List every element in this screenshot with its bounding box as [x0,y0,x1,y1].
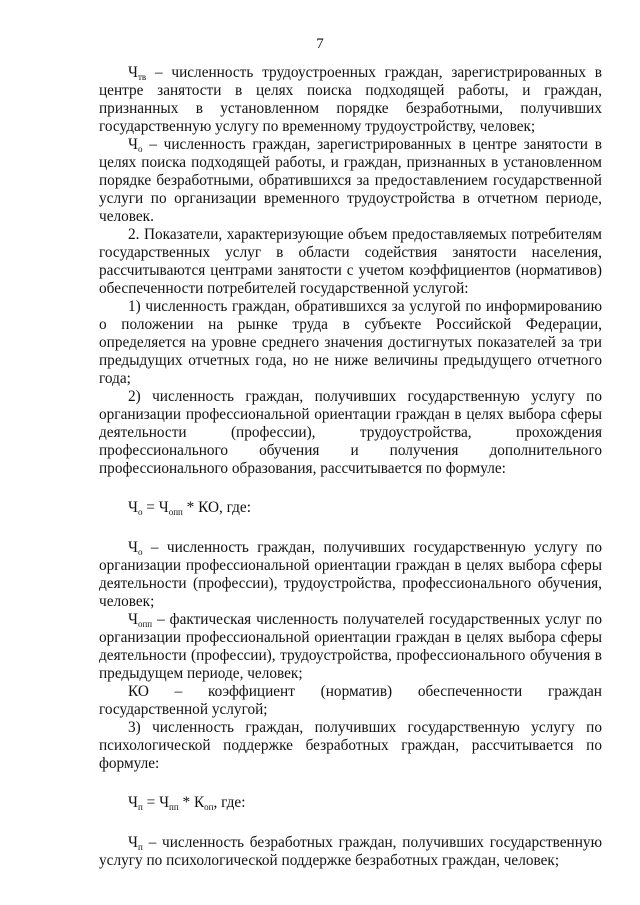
document-body [99,64,602,870]
paragraph-2-item-3: 3) численность граждан, получивших государственную услугу по психологической поддержке безработных граждан, рассчитывается по формуле: [99,719,602,772]
paragraph-2-item-1: 1) численность граждан, обратившихся за услугой по информированию о положении на рынке труда в субъекте Российской Федерации, определяется на уровне среднего значения достигнутых показателей за три предыдущих отчетных года, но не ниже величины предыдущего отчетного года; [99,298,602,387]
page-number: 7 [316,36,324,52]
definition-ch-p: $Ч_п$ – численность безработных граждан, получивших государственную услугу по психологической поддержке безработных граждан, человек; [99,834,602,869]
definition-ko: КО – коэффициент (норматив) обеспеченности граждан государственной услугой; [99,683,602,718]
formula-ch-p: $Ч_п = Ч_{пп} * К_{оп}$, где: [128,794,246,812]
definition-ch-tv: $Ч_{тв}$ – численность трудоустроенных граждан, зарегистрированных в центре занятости в целях поиска подходящей работы, и граждан, признанных в установленном порядке безработными, получивших государственную услугу по временному трудоустройству, человек; [99,64,602,135]
definition-ch-opp: $Ч_{опп}$ – фактическая численность получателей государственных услуг по организации профессиональной ориентации граждан в целях выбора сферы деятельности (профессии), трудоустройства, профессионального обучения в предыдущем периоде, человек; [99,611,602,682]
paragraph-2-item-2: 2) численность граждан, получивших государственную услугу по организации профессиональной ориентации граждан в целях выбора сферы деятельности (профессии), трудоустройства, прохождения профессионального обучения и получения дополнительного профессионального образования, рассчитывается по формуле: [99,388,602,477]
definition-ch-o-2: $Ч_о$ – численность граждан, получивших государственную услугу по организации профессиональной ориентации граждан в целях выбора сферы деятельности (профессии), трудоустройства, профессионального обучения, человек; [99,539,602,610]
paragraph-2: 2. Показатели, характеризующие объем предоставляемых потребителям государственных услуг в области содействия занятости населения, рассчитываются центрами занятости с учетом коэффициентов (нормативов) обеспеченности потребителей государственной услугой: [99,226,602,297]
formula-ch-o: $Ч_о = Ч_{опп}$ * КО, где: [128,499,251,517]
definition-ch-o: $Ч_о$ – численность граждан, зарегистрированных в центре занятости в целях поиска подходящей работы, и граждан, признанных в установленном порядке безработными, обратившихся за предоставлением государственной услуги по организации временного трудоустройства в отчетном периоде, человек. [99,136,602,225]
